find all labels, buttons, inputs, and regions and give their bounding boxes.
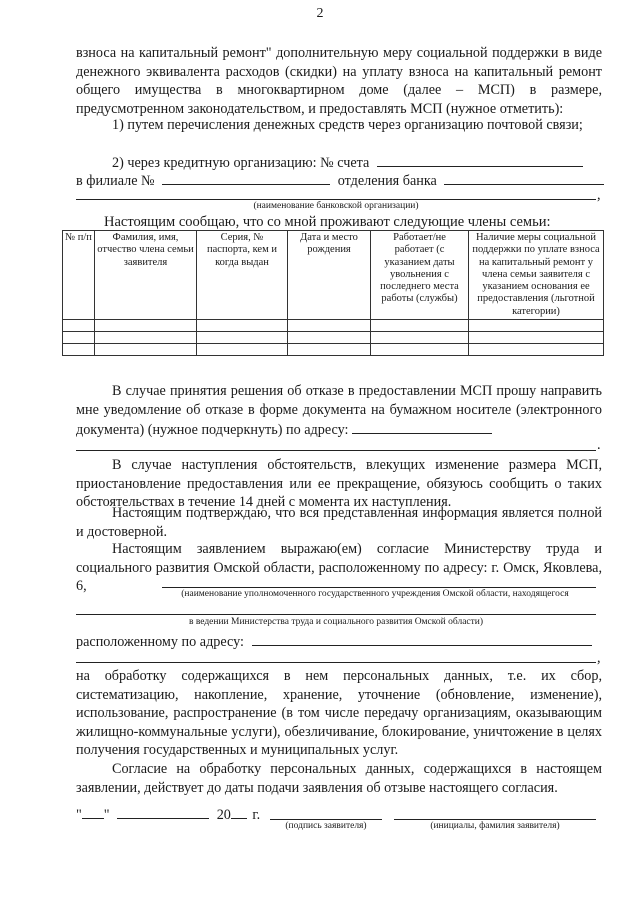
- col-passport: Серия, № паспорта, кем и когда выдан: [197, 231, 288, 320]
- table-row[interactable]: [63, 344, 604, 356]
- ministry-caption: в ведении Министерства труда и социального развития Омской области): [188, 617, 484, 627]
- refusal-address-line-2[interactable]: [76, 450, 596, 451]
- bank-caption: (наименование банковской организации): [253, 201, 419, 211]
- refusal-text: В случае принятия решения об отказе в предоставлении МСП прошу направить мне уведомление об отказе в форме документа на бумажном носителе (электронного документа) (нужное подчеркнуть) по адресу:: [76, 383, 602, 438]
- refusal-address-field[interactable]: [352, 419, 492, 434]
- option-bank-label: 2) через кредитную организацию: № счета: [112, 155, 370, 171]
- institution-field[interactable]: [162, 587, 596, 588]
- table-row[interactable]: [63, 332, 604, 344]
- date-year-prefix: 20: [216, 807, 231, 823]
- date-month-field[interactable]: [117, 804, 209, 819]
- family-members-table: [62, 230, 604, 356]
- located-label: расположенному по адресу:: [76, 634, 244, 650]
- date-day-field[interactable]: [82, 804, 104, 819]
- table-row[interactable]: [63, 320, 604, 332]
- located-line: [76, 631, 592, 651]
- date-line: " " 20 г.: [76, 804, 260, 824]
- branch-number-field[interactable]: [162, 170, 330, 185]
- institution-caption: (наименование уполномоченного государственного учреждения Омской области, находящегося: [181, 589, 569, 599]
- validity-paragraph: Согласие на обработку персональных данных, содержащихся в настоящем заявлении, действует до даты подачи заявления об отзыве настоящего согласия.: [76, 761, 602, 796]
- date-year-suffix: г.: [252, 807, 261, 823]
- signature-caption: (подпись заявителя): [285, 821, 367, 831]
- located-address-line-2[interactable]: [76, 662, 596, 663]
- option-bank-line: [112, 152, 583, 172]
- account-number-field[interactable]: [377, 152, 583, 167]
- dot: .: [597, 437, 601, 453]
- bank-department-label: отделения банка: [337, 173, 437, 189]
- col-full-name: Фамилия, имя, отчество члена семьи заявителя: [95, 231, 197, 320]
- comma-2: ,: [597, 650, 601, 666]
- processing-paragraph: на обработку содержащихся в нем персональных данных, т.е. их сбор, систематизацию, накопление, хранение, уточнение (обновление, изменение), использование, распространение (в том числе передачу организациям, оказывающим жилищно-коммунальные услуги), обезличивание, блокирование, уничтожение в целях получения государственных и муниципальных услуг.: [76, 668, 602, 758]
- col-employment: Работает/не работает (с указанием даты увольнения с последнего места работы (службы): [371, 231, 469, 320]
- option-postal: 1) путем перечисления денежных средств через организацию почтовой связи;: [112, 117, 583, 133]
- refusal-paragraph: [76, 382, 602, 440]
- located-address-field[interactable]: [252, 631, 592, 646]
- col-support-measure: Наличие меры социальной поддержки по уплате взноса на капитальный ремонт у члена семьи заявителя с указанием основания ее предоставления (льготной категории): [469, 231, 604, 320]
- bank-name-field[interactable]: [76, 199, 596, 200]
- col-birth: Дата и место рождения: [288, 231, 371, 320]
- table-header-row: [63, 231, 604, 320]
- branch-label: в филиале №: [76, 173, 155, 189]
- consent-paragraph: Настоящим заявлением выражаю(ем) согласие Министерству труда и социального развития Омской области, расположенному по адресу: г. Омск, Яковлева, 6,: [76, 541, 602, 594]
- applicant-name-field[interactable]: [394, 819, 596, 820]
- col-number: № п/п: [63, 231, 95, 320]
- signature-field[interactable]: [270, 819, 382, 820]
- family-intro: Настоящим сообщаю, что со мной проживают следующие члены семьи:: [104, 214, 551, 230]
- circumstances-paragraph: В случае наступления обстоятельств, влекущих изменение размера МСП, приостановление предоставления или ее прекращение, обязуюсь сообщить о таких обстоятельствах в течение 14 дней с момента их наступления.: [76, 457, 602, 510]
- bank-department-field[interactable]: [444, 170, 604, 185]
- comma: ,: [597, 187, 601, 203]
- confirmation-paragraph: Настоящим подтверждаю, что вся представленная информация является полной и достоверной.: [76, 505, 602, 540]
- date-year-field[interactable]: [231, 804, 247, 819]
- name-caption: (инициалы, фамилия заявителя): [430, 821, 560, 831]
- page-number: 2: [316, 6, 324, 21]
- intro-paragraph: взноса на капитальный ремонт" дополнительную меру социальной поддержки в виде денежного эквивалента расходов (скидки) на уплату взноса на капитальный ремонт общего имущества в многоквартирном доме (далее – МСП) в размере, предусмотренном законодательством, и предоставлять МСП (нужное отметить):: [76, 45, 602, 117]
- branch-line: [76, 170, 604, 190]
- institution-field-2[interactable]: [76, 614, 596, 615]
